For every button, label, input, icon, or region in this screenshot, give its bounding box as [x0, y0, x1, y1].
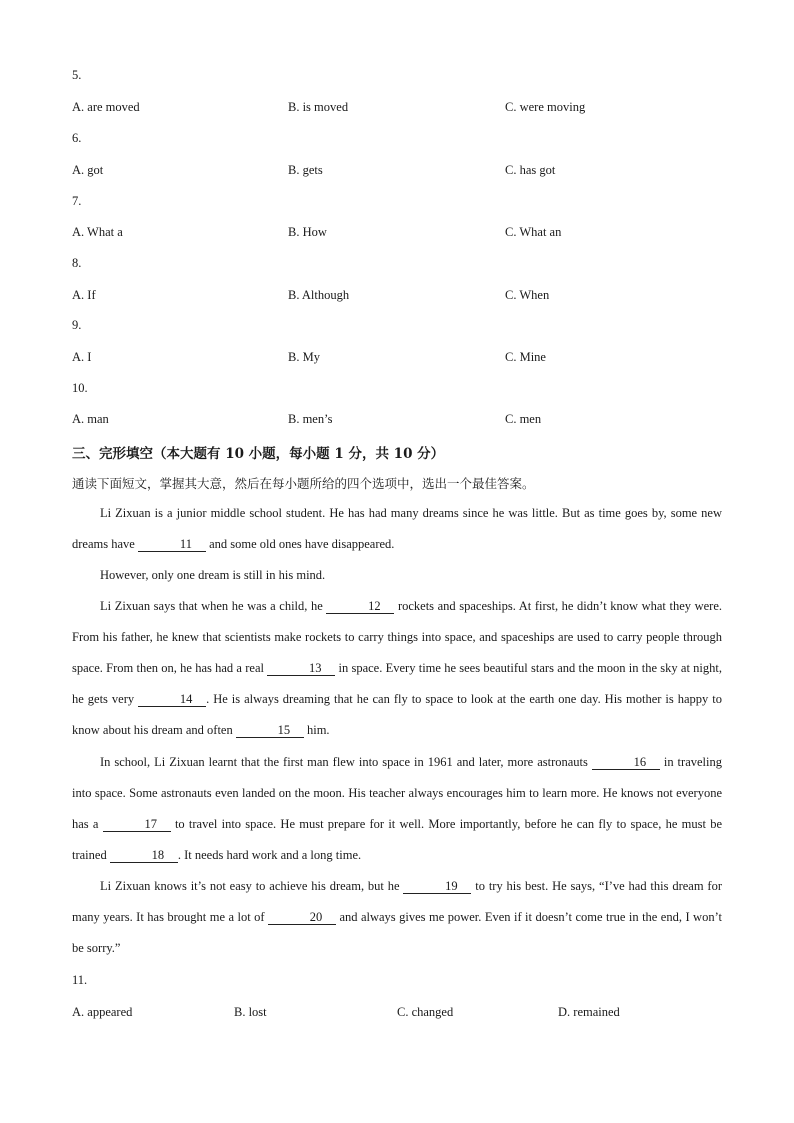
option-b: B. Although	[288, 288, 350, 302]
option-c: C. Mine	[505, 350, 546, 364]
passage-paragraph-5	[72, 871, 722, 964]
passage-text: in traveling into space. Some astronauts even landed on the moon. His teacher always encourages him to learn more. He knows not everyone has a	[72, 755, 722, 831]
blank-18: 18	[110, 848, 178, 863]
passage-text: rockets and spaceships. At first, he didn’t know what they were. From his father, he knew that scientists make rockets to carry things into space, and spaceships are used to carry people through space. From then on, he has had a real	[72, 599, 722, 675]
option-row	[72, 288, 722, 306]
blank-19: 19	[403, 879, 471, 894]
passage-paragraph-4	[72, 747, 722, 871]
passage-paragraph-1	[72, 498, 722, 560]
option-b: B. lost	[234, 1005, 267, 1019]
option-row	[72, 100, 722, 118]
passage-text: in space. Every time he sees beautiful stars and the moon in the sky at night, he gets very	[72, 661, 722, 706]
blank-14: 14	[138, 692, 206, 707]
option-b: B. is moved	[288, 100, 349, 114]
question-number: 7.	[72, 194, 82, 208]
option-d: D. remained	[558, 1005, 620, 1019]
section-heading: 三、完形填空（本大题有 10 小题，每小题 1 分，共 10 分）	[72, 446, 445, 462]
option-row	[72, 1005, 722, 1023]
question-number: 9.	[72, 318, 82, 332]
question-number: 5.	[72, 68, 82, 82]
option-c: C. men	[505, 412, 542, 426]
passage-text: and some old ones have disappeared.	[205, 537, 395, 551]
question-number: 6.	[72, 131, 82, 145]
option-c: C. When	[505, 288, 550, 302]
blank-17: 17	[103, 817, 171, 832]
question-number: 8.	[72, 256, 82, 270]
passage-paragraph-2: However, only one dream is still in his mind.	[100, 568, 326, 582]
blank-13: 13	[267, 661, 335, 676]
option-b: B. men’s	[288, 412, 333, 426]
section-instruction: 通读下面短文，掌握其大意，然后在每小题所给的四个选项中，选出一个最佳答案。	[72, 476, 535, 491]
passage-text: to travel into space. He must prepare for it well. More importantly, before he can fly to space, he must be trained	[72, 817, 722, 862]
blank-12: 12	[326, 599, 394, 614]
passage-text: . It needs hard work and a long time.	[177, 848, 362, 862]
question-number: 10.	[72, 381, 88, 395]
passage-text: Li Zixuan says that when he was a child, he	[100, 599, 327, 613]
option-b: B. How	[288, 225, 327, 239]
option-a: A. are moved	[72, 100, 140, 114]
blank-20: 20	[268, 910, 336, 925]
passage-text: . He is always dreaming that he can fly to space to look at the earth one day. His mother is happy to know about his dream and often	[72, 692, 722, 737]
option-row	[72, 163, 722, 181]
passage-text: Li Zixuan knows it’s not easy to achieve his dream, but he	[100, 879, 404, 893]
option-a: A. What a	[72, 225, 123, 239]
blank-15: 15	[236, 723, 304, 738]
passage-text: Li Zixuan is a junior middle school student. He has had many dreams since he was little. But as time goes by, some new dreams have	[72, 506, 722, 551]
option-a: A. man	[72, 412, 109, 426]
option-row	[72, 350, 722, 368]
option-row	[72, 225, 722, 243]
passage-text: In school, Li Zixuan learnt that the first man flew into space in 1961 and later, more astronauts	[100, 755, 592, 769]
blank-11: 11	[138, 537, 206, 552]
option-c: C. has got	[505, 163, 556, 177]
option-c: C. changed	[397, 1005, 454, 1019]
option-c: C. were moving	[505, 100, 586, 114]
option-a: A. I	[72, 350, 92, 364]
option-a: A. got	[72, 163, 104, 177]
passage-paragraph-3	[72, 591, 722, 746]
passage-text: him.	[303, 723, 330, 737]
option-b: B. gets	[288, 163, 323, 177]
blank-16: 16	[592, 755, 660, 770]
question-number: 11.	[72, 973, 88, 987]
option-row	[72, 412, 722, 430]
option-c: C. What an	[505, 225, 562, 239]
option-a: A. If	[72, 288, 96, 302]
passage-text: and always gives me power. Even if it doesn’t come true in the end, I won’t be sorry.”	[72, 910, 722, 955]
passage-text: to try his best. He says, “I’ve had this dream for many years. It has brought me a lot of	[72, 879, 722, 924]
option-a: A. appeared	[72, 1005, 133, 1019]
option-b: B. My	[288, 350, 320, 364]
